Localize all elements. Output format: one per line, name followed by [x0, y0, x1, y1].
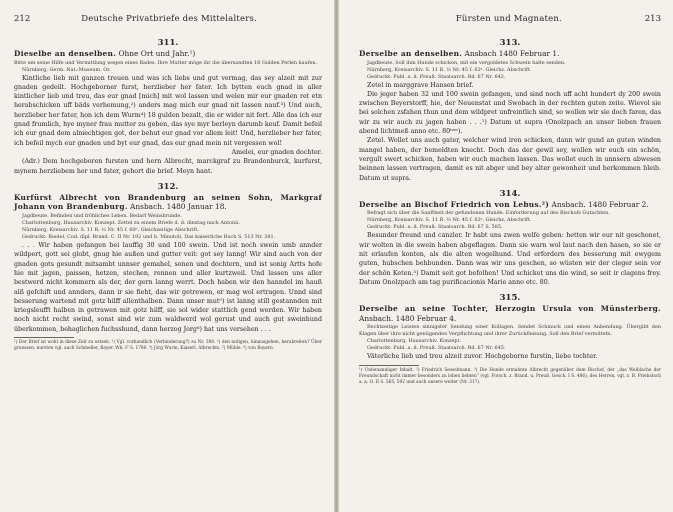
regest: Befragt sich über die Sanftheit der gefundenen Hunde. Einforderung auf des Bischofs Gutachten. — [367, 210, 610, 217]
letter-body-2: Zetel. Wollet uns auch gater, welcher wind iren schicken, dann wir gund an guten winden mangel haben, der bemeldten knecht. Doch das der gewil sey, wollen wir euch ein schön, vergult swert schicken, haben wir euch machen lassen. Das wollet euch in unnsern abwesen beinnen lassen vertragen, damit es nit abger und bey alter gewonheit und herkommen bleib. Datum ut supra. — [359, 137, 661, 182]
letter-number: 312. — [157, 181, 179, 192]
regest: Jagdbeute. Befinden und fröhliches Leben. Bedarf Weinsbrunde. — [22, 213, 182, 220]
running-head: Deutsche Privatbriefe des Mittelalters. — [81, 14, 257, 24]
intro-line: Zetel in marggrave Hansen brief. — [367, 81, 474, 89]
archive-note: Charlottenburg, Hausarchiv. Konzept. Zettel zu einem Briefe d. d. dinstag nach Antonii. — [22, 220, 240, 227]
left-running-header — [14, 14, 322, 28]
printed-note: Gedruckt: Riedel, Cod. dipl. Brand. C. II Nr. 192 und b. Minutoli, Das kaiserliche Buch S. 513 Nr. 381. — [22, 234, 276, 241]
page-number: 212 — [14, 14, 31, 24]
letter-body: Kintliche lieb mit ganzen treuen und was ich liebs und gut vermag, das sey alzeit mit zur gnaden gedeilt. Hochgeborner furst, herzlieber her fater. Ich bytten euch gnad in aller kintlicher lieb und treu, das eur gnad [mich] mit wol lassen und welen mir eur gnaden ret etn herabschicken uff bäds verhemung,²) anders mag mich eur gnad nit lassen nauf.³) Und auch, herzlieber her fater, hon ich dem Wurm⁴) 18 gulden bezalt, die er wider nit fert. Alle das ich eur gnad frumlich, hye myner frau mutter zu geben, das sye myr berleyn darumb keuf. Damit befeil ich eur gnad dem almechtigen got, der behut eur gnad vor allem leit! Und, herzlieber her fater, ich befeil mych eur gnaden und byt eur gnad, das eur gnad mein nit vergessen wol! — [14, 74, 322, 147]
signature: Amelei, eur gnaden dochter. — [231, 148, 322, 156]
printed-note: Gedruckt: Publ. a. d. Preuß. Staatsarch. Bd. 67 Nr. 645. — [367, 345, 506, 352]
address-line: (Adr.) Dem hochgeboren fursten und hern Albrecht, marckgraf zu Brandenburck, kurfurst, mynem herzliebem her und fater, gehort die brief. Meyn hant. — [14, 158, 322, 175]
regest: Rechtzeitige Leisten sinnigster Sendung einer Kollagen. Sendet Schmuck und einen Anbendung. Übergibt den Klagen über ihre nicht genügenden Verpflichtung und ihrer Zurückfleisung. Soll den Brief vermitteln. — [359, 324, 661, 338]
right-page — [339, 0, 673, 512]
source-note: Nürnberg, Kreisarchiv. S. 11 R. ¹⁄₂ Nr. 45 f. 62ᵃ. Gleichz. Abschrift. — [367, 66, 532, 73]
letter-body: . . . Wir haben gefangen bei lauffig 30 und 100 swein. Und ist noch swein umb annder wildpert, gott sei globt, gnug hie außen und gutter veit: got sey lanng! Wir sind auch von der gnaden gots gesundt mitsambt unnser gemahel, sonen und dochtern, und ist sonig Artts hofe hie mit jagen, paissen, hetzen, stechen, rennen und aller kurtzweil. Und lassen uns aller bestwerd nicht kommern als der, der gern lanng werrt. Doch haben wir den hanndel im hauß alß gefchift und annders, dann ir sie fieht, das wir getrewen, er mag wol ertragen. Unnd sind besserung wartend mit gotz hilff allenthalben. Dann unser mut⁵) ist lanng still gestannden mit kriegsleufft halben in getrawen mit gotz hilff, sie sol wider stattlich gend werden. Wir haben noch nicht recht swind, sonst sind wir zum waldwerd wol gerust und auch gut sweinhund überkommen, behaglichen fuchsshund, dann herzog Jorg⁶) hat uns versehen . . . — [14, 242, 322, 333]
archive-note: Charlottenburg, Hausarchiv. Konzept. — [367, 338, 462, 345]
source-note: Nürnberg, Germ. Nat.-Museum. Or. — [22, 66, 111, 73]
letter-body: Besunder freund und canzler. Ir habt uns zwen welfe geben: hetten wir eur nit geschonet, wir wolten in die swein haben abgeflagen. Dann sie warn wol laut nach den hasen, so sie er nit erlaufen konten, als die alten wogelhund. Und erfordern des besserung mit ewygem guten, hubschen behbunden. Dann was wir uns geschen, so wüsten wir der cleger sein vor der schön Keten.³) Damit seit got befolhen! Und schicket uns die wind, so seit ir clagens frey. Datum Onolzpach am tag purificacionis Marie anno etc. 80. — [359, 232, 661, 286]
page-number: 213 — [644, 14, 661, 24]
letter-title: Dieselbe an denselben. Ohne Ort und Jahr.¹) — [14, 49, 196, 58]
footnote-rule — [359, 365, 419, 366]
source-note: Nürnberg, Kreisarchiv. S. 11 R. ¹⁄₂ Nr. 45 f. 62ᵃ. Gleichz. Abschrift. — [367, 217, 532, 224]
letter-body: Die jeger haben 32 und 100 swein gefangen, und sind noch uff acht hundert dy 200 swein zwischen Beyerstorff, hie, der Neuenstat und Swobach in der rechten guten zeite. Wievol sie bei solchen zsfahen thun und dem wildpret unfreintlich sind, so wollen wir sie doch faren, das wir zu wir auch zu jagen haben . . .¹) Datum ut supra (Onolzpach an unser lieben frauen abend lichtmeß anno etc. 80ᵗᵒᵐ). — [359, 90, 661, 136]
printed-note: Gedruckt: Publ. a. d. Preuß. Staatsarch. Bd. 67 Nr. 642. — [367, 73, 506, 80]
letter-title: Derselbe an seine Tochter, Herzogin Ursula von Münsterberg. Ansbach. 1480 Februar 4. — [359, 304, 661, 323]
regest: Bitte um seine Hilfe und Vermittlung wegen eines Bades. Ihre Mutter möge ihr die übersandten 18 Gulden Perlen kaufen. — [14, 59, 318, 66]
letter-title: Derselbe an denselben. Ansbach 1480 Februar 1. — [359, 49, 560, 58]
letter-number: 315. — [499, 293, 521, 304]
running-head: Fürsten und Magnaten. — [455, 14, 562, 24]
right-running-header — [359, 14, 661, 28]
letter-body: Väterliche lieb und treu alzeit zuvor. Hochgeborne furstin, liebe tochter. — [367, 353, 598, 361]
printed-note: Gedruckt: Publ. a. d. Preuß. Staatsarch. Bd. 67 S. 585. — [367, 224, 503, 231]
letter-number: 314. — [499, 188, 521, 199]
regest: Jagdbeute. Soll ihm Hunde schicken, mit ein vergoldetes Schwein halte senden. — [367, 59, 566, 66]
source-note: Nürnberg, Kreisarchiv. S. 11 R. ¹⁄₂ Nr. 45 f. 60ᵇ. Gleichzeitige Abschrift. — [22, 227, 199, 234]
footnote-rule — [14, 337, 74, 338]
left-page-content — [14, 14, 322, 352]
right-page-content — [359, 14, 661, 386]
letter-number: 313. — [499, 38, 521, 48]
letter-number: 311. — [157, 38, 179, 48]
letter-title: Derselbe an Bischof Friedrich von Lebus.²) Ansbach. 1480 Februar 2. — [359, 199, 649, 209]
letter-title: Kurfürst Albrecht von Brandenburg an seinen Sohn, Markgraf Johann von Brandenburg. Ansbach. 1480 Januar 18. — [14, 192, 322, 212]
footnotes: ¹) Unbenannliger Inhalt. ²) Friedrich Sesselmann. ³) Die Hunde ermahnte Albrecht gegenüber dem Bischof, der „das Weiblache der Freundschaft nicht immer besonders zu loben liebten“ (vgl. Forsch. z. Brand. u. Preuß. Gesch. I S. 486), des Herren, vgl. z. B. Priebatsch a. a. O. II S. 565, 592 und auch unsere weiter (Nr. 317). — [359, 367, 661, 386]
footnotes: ¹) Der Brief ist wohl in diese Zeit zu setzen. ²) Vgl. vorhandlich (Verhinderung?) zu Nr. 308. ³) den notigen, hinausgehen, herabreiten? Über gruessen, nursten vgl. auch Schmeller, Bayer. Wb. I² S. 1780. ⁴) Jörg Wurm, Kaiserl. Albrechts. ⁵) Mühle. ⁶) von Bayern. — [14, 340, 322, 352]
left-page — [0, 0, 334, 512]
